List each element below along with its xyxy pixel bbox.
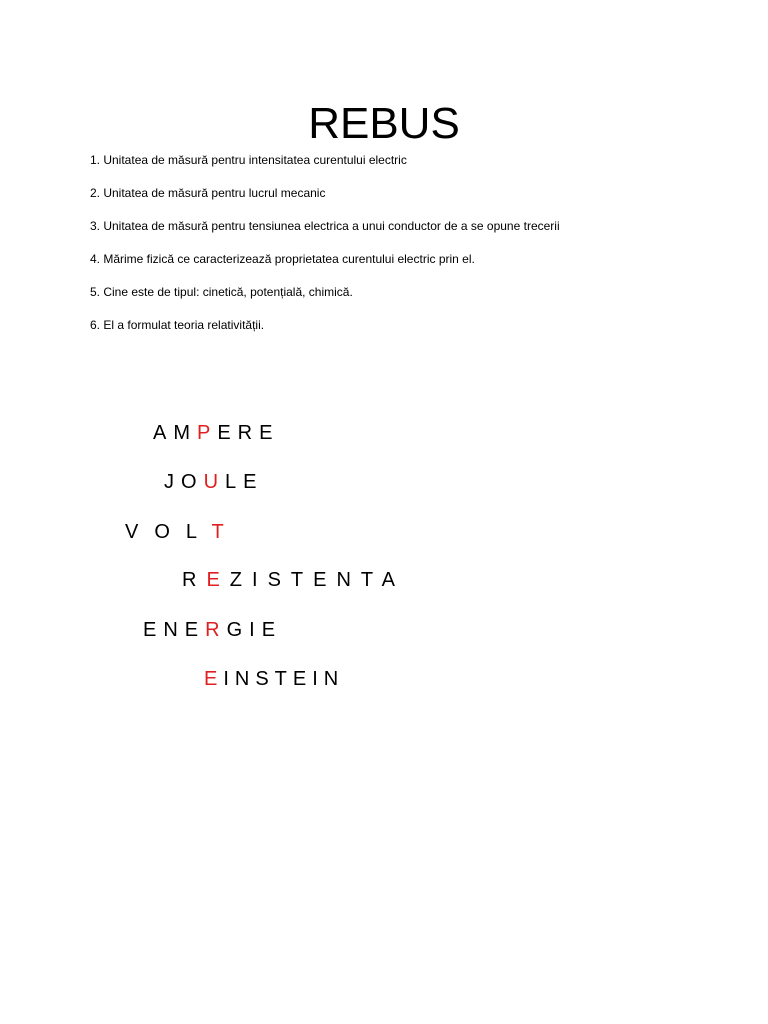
question-item: 5. Cine este de tipul: cinetică, potențială, chimică.: [90, 285, 353, 299]
answer-row-einstein: [204, 666, 344, 692]
answer-prefix: JO: [164, 471, 204, 493]
question-item: 6. El a formulat teoria relativității.: [90, 318, 265, 332]
answer-key-letter: U: [203, 471, 226, 493]
answer-key-letter: E: [206, 569, 230, 591]
answer-suffix: GIE: [226, 619, 283, 641]
answer-key-letter: P: [197, 422, 218, 444]
page-title: REBUS: [308, 99, 460, 148]
answer-row-joule: [164, 469, 263, 495]
answer-suffix: LE: [225, 471, 264, 493]
answer-prefix: VOL: [125, 521, 212, 543]
answer-prefix: ENE: [143, 619, 206, 641]
question-item: 1. Unitatea de măsură pentru intensitatea curentului electric: [90, 153, 407, 167]
answer-prefix: AM: [153, 422, 197, 444]
answer-suffix: ZISTENTA: [229, 569, 405, 591]
question-list: [90, 152, 710, 350]
answer-row-energie: [143, 617, 282, 643]
answer-row-rezistenta: [182, 567, 405, 593]
answer-suffix: INSTEIN: [223, 668, 345, 690]
answer-key-letter: T: [211, 521, 240, 543]
question-item: 4. Mărime fizică ce caracterizează proprietatea curentului electric prin el.: [90, 252, 475, 266]
question-item: 3. Unitatea de măsură pentru tensiunea electrica a unui conductor de a se opune trecerii: [90, 219, 560, 233]
answer-row-volt: [125, 519, 240, 545]
answer-row-ampere: [153, 420, 279, 446]
answer-prefix: R: [182, 569, 207, 591]
question-item: 2. Unitatea de măsură pentru lucrul mecanic: [90, 186, 326, 200]
answer-suffix: ERE: [217, 422, 280, 444]
answer-key-letter: R: [205, 619, 227, 641]
answer-key-letter: E: [204, 668, 224, 690]
